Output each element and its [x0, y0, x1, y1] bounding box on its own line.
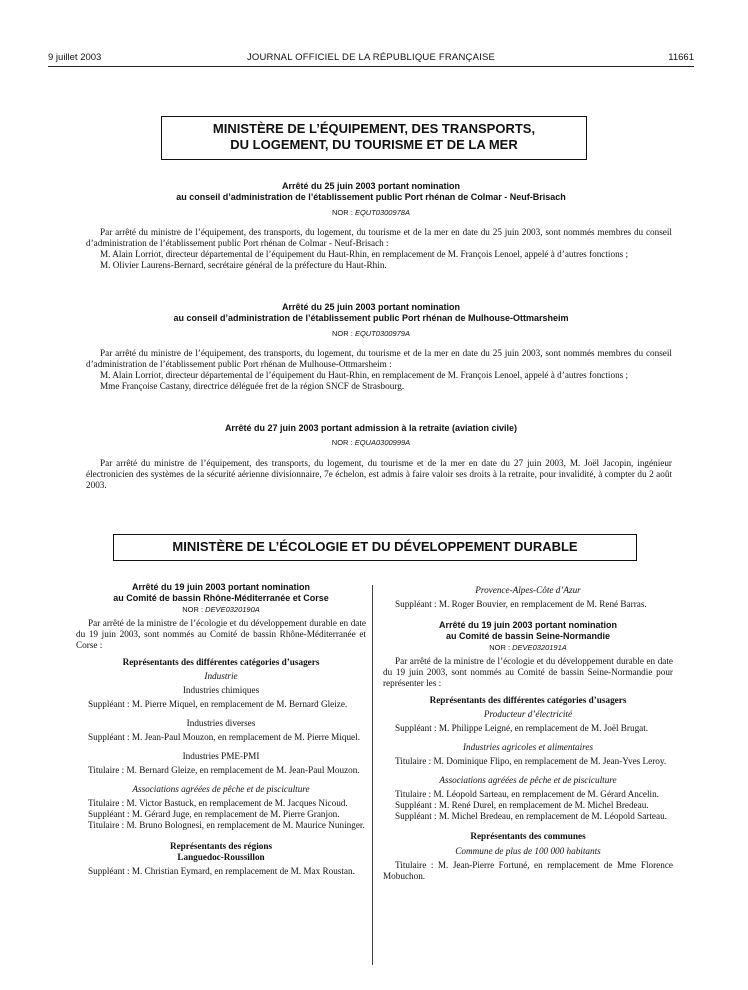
- paragraph: M. Alain Lorriot, directeur départemental de l’équipement du Haut-Rhin, en remplacement de M. François Lenoel, appelé à d’autres fonctions ;: [100, 370, 629, 380]
- title-line: Arrêté du 25 juin 2003 portant nomination: [281, 302, 461, 312]
- paragraph: Suppléant : M. Jean-Paul Mouzon, en remplacement de M. Pierre Miquel.: [88, 732, 360, 742]
- paragraph: Suppléant : M. Michel Bredeau, en remplacement de M. Léopold Sarteau.: [395, 811, 667, 821]
- nor-reference: [383, 642, 673, 653]
- title-line: au Comité de bassin Seine-Normandie: [445, 631, 611, 641]
- header-rule: [48, 66, 694, 67]
- ministry-equipement-box: [161, 116, 587, 160]
- section-heading: Représentants des différentes catégories d’usagers: [429, 695, 627, 705]
- paragraph: Suppléant : M. René Durel, en remplacement de M. Michel Bredeau.: [395, 800, 649, 810]
- paragraph: M. Olivier Laurens-Bernard, secrétaire général de la préfecture du Haut-Rhin.: [100, 260, 387, 270]
- arrete-retraite-body: [86, 458, 672, 491]
- page-number: 11661: [668, 52, 694, 63]
- subsection-heading: Associations agréées de pêche et de pisciculture: [439, 775, 617, 785]
- subsection-heading: Industries PME-PMI: [182, 751, 260, 761]
- title-line: au conseil d’administration de l’établissement public Port rhénan de Mulhouse-Ottmarsheim: [173, 313, 569, 323]
- nor-label: NOR :: [331, 438, 355, 447]
- nor-code: EQUT0300979A: [354, 329, 410, 338]
- subsection-heading: Industries agricoles et alimentaires: [462, 742, 594, 752]
- paragraph: Titulaire : M. Victor Bastuck, en remplacement de M. Jacques Nicoud.: [88, 798, 348, 808]
- nor-reference: [76, 604, 366, 615]
- arrete-colmar-body: [86, 227, 672, 271]
- paragraph: Titulaire : M. Dominique Flipo, en remplacement de M. Jean-Yves Leroy.: [395, 756, 667, 766]
- subsection-heading: Producteur d’électricité: [483, 709, 573, 719]
- arrete-mulhouse-body: [86, 348, 672, 392]
- subsection-heading: Commune de plus de 100 000 habitants: [455, 846, 601, 856]
- nor-label: NOR :: [332, 329, 355, 338]
- paragraph: Titulaire : M. Bruno Bolognesi, en remplacement de M. Maurice Nuninger.: [88, 820, 365, 830]
- paragraph: Mme Françoise Castany, directrice déléguée fret de la région SNCF de Strasbourg.: [100, 381, 405, 391]
- paragraph: Suppléant : M. Gérard Juge, en remplacement de M. Pierre Granjon.: [88, 809, 340, 819]
- subsection-heading: Provence-Alpes-Côte d’Azur: [475, 585, 581, 595]
- paragraph: Par arrêté du ministre de l’équipement, des transports, du logement, du tourisme et de la mer en date du 27 juin 2003, M. Joël Jacopin, ingénieur électronicien des systèmes de la sécurité aérienne divisionnaire, 7e échelon, est admis à faire valoir ses droits à la retraite, pour invalidité, à compter du 2 août 2003.: [86, 458, 672, 490]
- nor-label: NOR :: [182, 605, 206, 614]
- nor-label: NOR :: [332, 208, 355, 217]
- section-heading: Représentants des différentes catégories d’usagers: [122, 657, 320, 667]
- nor-code: EQUT0300978A: [354, 208, 410, 217]
- paragraph: M. Alain Lorriot, directeur départemental de l’équipement du Haut-Rhin, en remplacement de M. François Lenoel, appelé à d’autres fonctions ;: [100, 249, 629, 259]
- paragraph: Par arrêté du ministre de l’équipement, des transports, du logement, du tourisme et de la mer en date du 25 juin 2003, sont nommés membres du conseil d’administration de l’établissement public Port rhénan de Colmar - Neuf-Brisach :: [86, 227, 672, 248]
- nor-reference: [48, 438, 694, 447]
- arrete-colmar-title: [48, 181, 694, 203]
- arrete-retraite-title: [48, 423, 694, 434]
- nor-code: DEVE0320191A: [512, 643, 567, 652]
- title-line: au Comité de bassin Rhône-Méditerranée et Corse: [113, 593, 329, 603]
- nor-code: DEVE0320190A: [205, 605, 260, 614]
- ministry-line-1: MINISTÈRE DE L’ÉQUIPEMENT, DES TRANSPORTS,: [212, 121, 536, 136]
- ministry-line-2: DU LOGEMENT, DU TOURISME ET DE LA MER: [230, 137, 518, 152]
- subsection-heading: Industries chimiques: [182, 685, 260, 695]
- paragraph: Titulaire : M. Jean-Pierre Fortuné, en remplacement de Mme Florence Mobuchon.: [383, 860, 673, 881]
- paragraph: Par arrêté de la ministre de l’écologie et du développement durable en date du 19 juin 2003, sont nommés au Comité de bassin Rhône-Méditerranée et Corse :: [76, 618, 366, 650]
- section-heading: Représentants des régions: [169, 841, 273, 851]
- nor-reference: [48, 329, 694, 338]
- ministry-ecologie-box: [113, 534, 637, 561]
- paragraph: Suppléant : M. Pierre Miquel, en remplacement de M. Bernard Gleize.: [88, 699, 348, 709]
- arrete-mulhouse-title: [48, 302, 694, 324]
- paragraph: Suppléant : M. Philippe Leigné, en remplacement de M. Joël Brugat.: [395, 723, 649, 733]
- title-line: au conseil d’administration de l’établissement public Port rhénan de Colmar - Neuf-Brisach: [176, 192, 566, 202]
- nor-code: EQUA0300999A: [354, 438, 411, 447]
- nor-reference: [48, 208, 694, 217]
- ministry-line-1: MINISTÈRE DE L’ÉCOLOGIE ET DU DÉVELOPPEMENT DURABLE: [172, 539, 578, 554]
- section-heading: Languedoc-Roussillon: [177, 852, 265, 862]
- paragraph: Par arrêté du ministre de l’équipement, des transports, du logement, du tourisme et de la mer en date du 25 juin 2003, sont nommés membres du conseil d’administration de l’établissement public Port rhénan de Mulhouse-Ottmarsheim :: [86, 348, 672, 369]
- paragraph: Suppléant : M. Roger Bouvier, en remplacement de M. René Barras.: [395, 599, 647, 609]
- title-line: Arrêté du 27 juin 2003 portant admission à la retraite (aviation civile): [224, 423, 518, 433]
- nor-label: NOR :: [489, 643, 513, 652]
- subsection-heading: Industries diverses: [186, 718, 256, 728]
- journal-title: JOURNAL OFFICIEL DE LA RÉPUBLIQUE FRANÇAISE: [246, 52, 496, 63]
- title-line: Arrêté du 19 juin 2003 portant nomination: [438, 620, 618, 630]
- subsection-heading: Industrie: [204, 671, 238, 681]
- paragraph: Suppléant : M. Christian Eymard, en remplacement de M. Max Roustan.: [88, 866, 355, 876]
- paragraph: Titulaire : M. Léopold Sarteau, en remplacement de M. Gérard Ancelin.: [395, 789, 659, 799]
- paragraph: Titulaire : M. Bernard Gleize, en remplacement de M. Jean-Paul Mouzon.: [88, 765, 360, 775]
- paragraph: Par arrêté de la ministre de l’écologie et du développement durable en date du 19 juin 2003, sont nommés au Comité de bassin Seine-Normandie pour représenter les :: [383, 656, 673, 688]
- title-line: Arrêté du 25 juin 2003 portant nomination: [281, 181, 461, 191]
- title-line: Arrêté du 19 juin 2003 portant nomination: [131, 582, 311, 592]
- section-heading: Représentants des communes: [470, 831, 586, 841]
- left-column: [76, 582, 366, 877]
- page-header: [48, 52, 694, 66]
- issue-date: 9 juillet 2003: [48, 52, 102, 63]
- column-divider: [372, 585, 373, 965]
- subsection-heading: Associations agréées de pêche et de pisciculture: [132, 784, 310, 794]
- right-column: [383, 582, 673, 882]
